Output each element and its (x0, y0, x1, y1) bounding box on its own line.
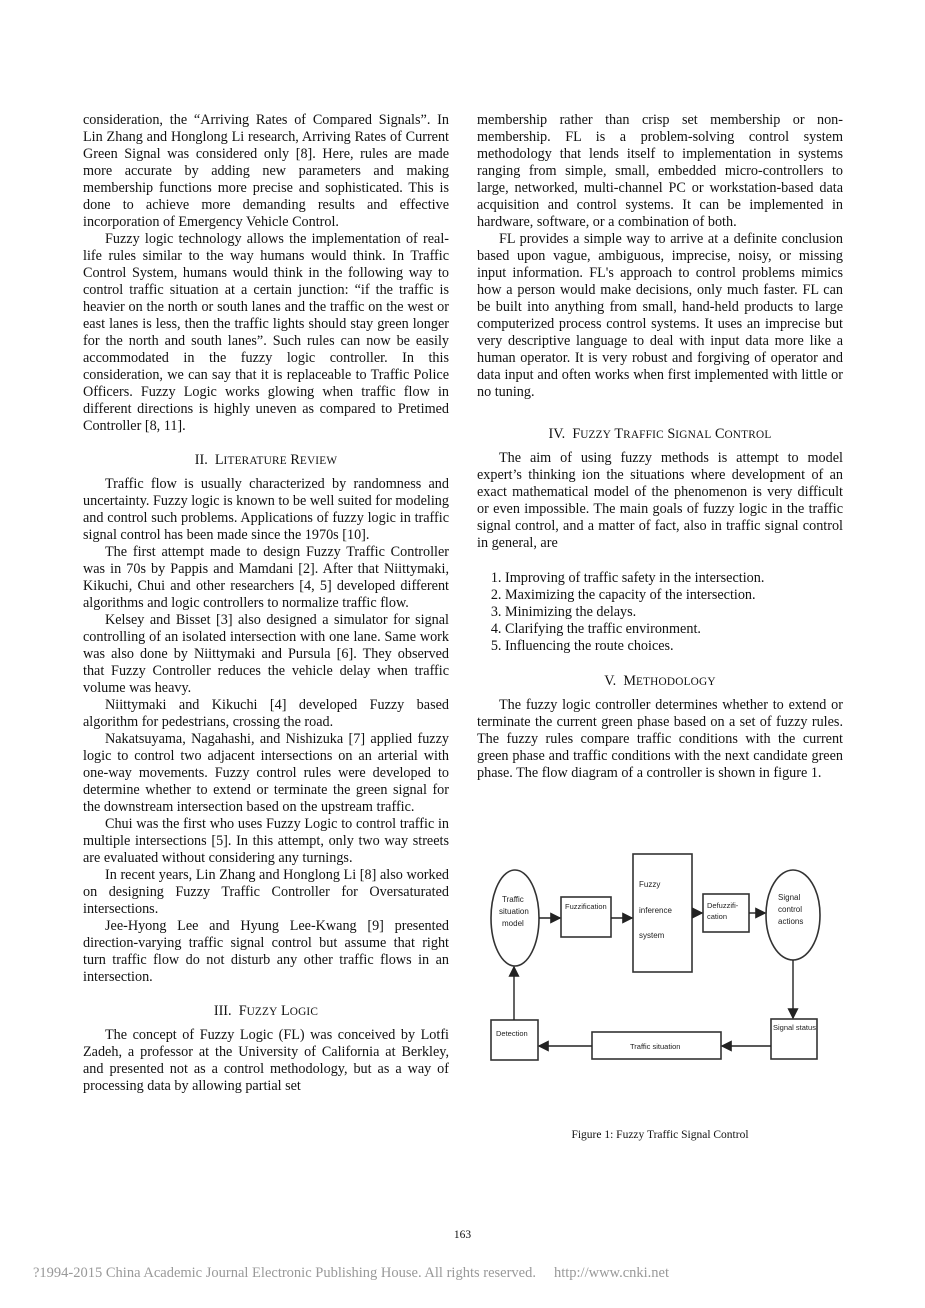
footer-url: http://www.cnki.net (553, 1265, 670, 1281)
paragraph: Nakatsuyama, Nagahashi, and Nishizuka [7] applied fuzzy logic to control two adjacent intersections on an arterial with one-way movements. Fuzzy control rules were developed to determine whether to extend or terminate the green signal for the downstream intersection based on the upstream traffic. (83, 731, 449, 815)
node-label: cation (707, 912, 728, 921)
node-label: Fuzzification (565, 902, 607, 911)
node-label: Traffic situation (630, 1042, 681, 1051)
paragraph: FL provides a simple way to arrive at a definite conclusion based upon vague, ambiguous, imprecise, noisy, or missing input information. FL's approach to control problems mimics how a person would make decisions, only much faster. FL can be built into anything from small, hand-held products to large computerized process control systems. It uses an imprecise but very descriptive language to deal with input data more like a human operator. It is very robust and forgiving of operator and data input and often works when first implemented with little or no tuning. (477, 231, 843, 400)
list-item: 4. Clarifying the traffic environment. (505, 621, 843, 638)
paragraph: The aim of using fuzzy methods is attempt to model expert’s thinking ion the situations where development of an exact mathematical model of the phenomenon is very difficult or even impossible. The main goals of fuzzy logic in the traffic signal control, and a matter of fact, also in traffic signal control in general, are (477, 450, 843, 551)
figure-caption: Figure 1: Fuzzy Traffic Signal Control (571, 1129, 749, 1141)
node-label: Signal status (773, 1023, 816, 1032)
paragraph: In recent years, Lin Zhang and Honglong Li [8] also worked on designing Fuzzy Traffic Controller for Oversaturated intersections. (83, 867, 449, 917)
paragraph: Fuzzy logic technology allows the implementation of real-life rules similar to the way humans would think. In Traffic Control System, humans would think in the following way to control traffic situation at a certain junction: “if the traffic is heavier on the north or south lanes and the traffic on the west or east lanes is less, then the traffic lights should stay green longer for the north and south lanes”. Such rules can now be easily accommodated in the fuzzy logic controller. In this consideration, we can say that it is replaceable to Traffic Police Officers. Fuzzy Logic works glowing when traffic flow in different directions is highly uneven as compared to Pretimed Controller [8, 11]. (83, 231, 449, 434)
paragraph: The first attempt made to design Fuzzy Traffic Controller was in 70s by Pappis and Mamdani [2]. After that Niittymaki, Kikuchi, Chui and other researchers [4, 5] developed different algorithms and logic controllers to normalize traffic flow. (83, 544, 449, 611)
paragraph: The concept of Fuzzy Logic (FL) was conceived by Lotfi Zadeh, a professor at the University of California at Berkley, and presented not as a control methodology, but as a way of processing data by allowing partial set (83, 1027, 449, 1094)
copyright-footer (33, 1265, 669, 1282)
node-label: system (639, 931, 665, 940)
left-column (83, 112, 449, 1095)
section-heading-literature-review: II. LITERATURE REVIEW (194, 452, 338, 468)
copyright-text: ?1994-2015 China Academic Journal Electronic Publishing House. All rights reserved. (33, 1265, 536, 1281)
paragraph: The fuzzy logic controller determines whether to extend or terminate the current green phase based on a set of fuzzy rules. The fuzzy rules compare traffic conditions with the current green phase and traffic conditions with the next candidate green phase. The flow diagram of a controller is shown in figure 1. (477, 697, 843, 781)
list-item: 5. Influencing the route choices. (505, 638, 843, 655)
paragraph: Kelsey and Bisset [3] also designed a simulator for signal controlling of an isolated intersection with one lane. Same work was also done by Niittymaki and Pursula [6]. They observed that Fuzzy Controller reduces the vehicle delay when traffic volume was heavy. (83, 612, 449, 696)
traffic-situation-model-node (491, 870, 539, 966)
node-label: actions (778, 917, 804, 926)
node-label: situation (499, 907, 529, 916)
page-number: 163 (453, 1229, 472, 1241)
figure-flow-diagram (488, 852, 842, 1074)
node-label: Signal (778, 893, 801, 902)
node-label: Defuzzifi- (707, 901, 739, 910)
node-label: Detection (496, 1029, 528, 1038)
node-label: control (778, 905, 803, 914)
signal-control-actions-node (766, 870, 820, 960)
paragraph: Traffic flow is usually characterized by randomness and uncertainty. Fuzzy logic is known to be well suited for modeling and control such problems. Applications of fuzzy logic in traffic signal control has been made since the 1970s [10]. (83, 476, 449, 543)
node-label: inference (639, 906, 672, 915)
list-item: 3. Minimizing the delays. (505, 604, 843, 621)
paragraph: membership rather than crisp set membership or non-membership. FL is a problem-solving control system methodology that lends itself to implementation in systems ranging from simple, small, embedded micro-controllers to large, networked, multi-channel PC or workstation-based data acquisition and control systems. It can be implemented in hardware, software, or a combination of both. (477, 112, 843, 230)
section-heading-methodology: V. METHODOLOGY (604, 673, 716, 689)
node-label: model (502, 919, 524, 928)
list-item: 1. Improving of traffic safety in the intersection. (505, 570, 843, 587)
paragraph: Jee-Hyong Lee and Hyung Lee-Kwang [9] presented direction-varying traffic signal control but assume that right turn traffic flow do not disturb any other traffic flows in an intersection. (83, 918, 449, 985)
detection-node (491, 1020, 538, 1060)
goals-list (477, 570, 843, 655)
paragraph: Chui was the first who uses Fuzzy Logic to control traffic in multiple intersections [5]. In this attempt, only two way streets are evaluated without considering any turnings. (83, 816, 449, 866)
section-heading-fuzzy-logic: III. FUZZY LOGIC (213, 1003, 319, 1019)
paragraph: Niittymaki and Kikuchi [4] developed Fuzzy based algorithm for pedestrians, crossing the road. (83, 697, 449, 730)
node-label: Traffic (502, 895, 524, 904)
node-label: Fuzzy (639, 880, 661, 889)
right-column (477, 112, 843, 782)
section-heading-fuzzy-traffic-signal-control: IV. FUZZY TRAFFIC SIGNAL CONTROL (548, 426, 772, 442)
paragraph: consideration, the “Arriving Rates of Compared Signals”. In Lin Zhang and Honglong Li research, Arriving Rates of Current Green Signal was considered only [8]. Here, rules are made more accurate by adding new parameters and making membership functions more precise and sophisticated. This is done to achieve more demanding results and effective incorporation of Emergency Vehicle Control. (83, 112, 449, 230)
list-item: 2. Maximizing the capacity of the intersection. (505, 587, 843, 604)
